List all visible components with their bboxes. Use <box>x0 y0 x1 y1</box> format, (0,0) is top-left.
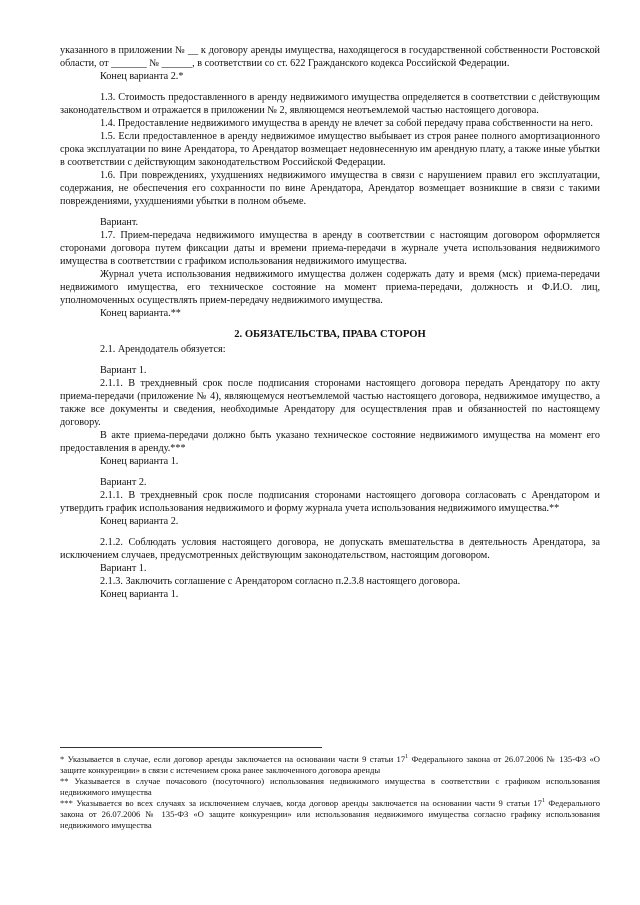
footnote-1-text-b: Федерального закона от 26.07.2006 № 135-ФЗ «О защите конкуренции» в связи с истечением срока ранее заключенного договора аренды <box>60 754 600 775</box>
footnote-3 <box>60 798 600 831</box>
paragraph-1-4: 1.4. Предоставление недвижимого имущества в аренду не влечет за собой передачу права собственности на него. <box>100 118 593 129</box>
variant-label: Вариант. <box>100 217 139 228</box>
variant-2-label: Вариант 2. <box>100 477 147 488</box>
paragraph-intro: указанного в приложении № __ к договору аренды имущества, находящегося в государственной собственности Ростовской области, от _______ № ______, в соответствии со ст. 622 Гражданского кодекса Российской Федерации. <box>60 45 600 69</box>
end-variant-1: Конец варианта 1. <box>100 456 179 467</box>
paragraph-2-1-1-variant-1: 2.1.1. В трехдневный срок после подписания сторонами настоящего договора передать Арендатору по акту приема-передачи (приложение № 4), являющемуся неотъемлемой частью настоящего договора, недвижимое имущество, а также все документы и сведения, необходимые Арендатору для осуществления прав и обязанностей по настоящему договору. <box>60 378 600 428</box>
footnote-divider <box>60 747 322 748</box>
footnote-3-text-b: Федерального закона от 26.07.2006 № 135-ФЗ «О защите конкуренции» или использования недвижимого имущества согласно графику использования недвижимого имущества <box>60 798 600 830</box>
variant-1-label-second: Вариант 1. <box>100 563 147 574</box>
paragraph-1-7: 1.7. Прием-передача недвижимого имущества в аренду в соответствии с настоящим договором оформляется сторонами договора путем фиксации даты и времени приема-передачи в журнале учета использования недвижимого имущества в соответствии с графиком использования недвижимого имущества. <box>60 230 600 267</box>
footnotes <box>60 747 600 831</box>
end-variant-1-second: Конец варианта 1. <box>100 589 179 600</box>
footnote-1 <box>60 754 600 776</box>
end-variant-2: Конец варианта 2. <box>100 516 179 527</box>
variant-1-label: Вариант 1. <box>100 365 147 376</box>
paragraph-1-5: 1.5. Если предоставленное в аренду недвижимое имущество выбывает из строя ранее полного амортизационного срока эксплуатации по вине Арендатора, то Арендатор возмещает недовнесенную им арендную плату, а также иные убытки в соответствии с действующим законодательством Российской Федерации. <box>60 131 600 168</box>
paragraph-journal: Журнал учета использования недвижимого имущества должен содержать дату и время (мск) приема-передачи недвижимого имущества, его техническое состояние на момент приема-передачи, должность и Ф.И.О. лиц, уполномоченных осуществлять прием-передачу недвижимого имущества. <box>60 269 600 306</box>
end-variant-2-star: Конец варианта 2.* <box>100 71 184 82</box>
paragraph-2-1-3: 2.1.3. Заключить соглашение с Арендатором согласно п.2.3.8 настоящего договора. <box>100 576 461 587</box>
footnote-1-text-a: * Указывается в случае, если договор аренды заключается на основании части 9 статьи 17 <box>60 754 406 764</box>
paragraph-2-1: 2.1. Арендодатель обязуется: <box>100 344 226 355</box>
paragraph-act: В акте приема-передачи должно быть указано техническое состояние недвижимого имущества на момент его предоставления в аренду.*** <box>60 430 600 454</box>
section-heading-2: 2. ОБЯЗАТЕЛЬСТВА, ПРАВА СТОРОН <box>234 329 426 340</box>
paragraph-1-6: 1.6. При повреждениях, ухудшениях недвижимого имущества в связи с нарушением правил его эксплуатации, содержания, не обеспечения его сохранности по вине Арендатора, Арендатор возмещает возникшие в связи с такими повреждениями, ухудшениями убытки в полном объеме. <box>60 170 600 207</box>
footnote-2: ** Указывается в случае почасового (посуточного) использования недвижимого имущества в соответствии с графиком использования недвижимого имущества <box>60 776 600 797</box>
paragraph-2-1-1-variant-2: 2.1.1. В трехдневный срок после подписания сторонами настоящего договора согласовать с Арендатором и утвердить график использования недвижимого и форму журнала учета использования недвижимого имущества.** <box>60 490 600 514</box>
end-variant-double-star: Конец варианта.** <box>100 308 181 319</box>
footnote-3-text-a: *** Указывается во всех случаях за исключением случаев, когда договор аренды заключается на основании части 9 статьи 17 <box>60 798 542 808</box>
paragraph-2-1-2: 2.1.2. Соблюдать условия настоящего договора, не допускать вмешательства в деятельность Арендатора, за исключением случаев, предусмотренных действующим законодательством, настоящим договором. <box>60 537 600 561</box>
paragraph-1-3: 1.3. Стоимость предоставленного в аренду недвижимого имущества определяется в соответствии с действующим законодательством и отражается в приложении № 2, являющемся неотъемлемой частью настоящего договора. <box>60 92 600 116</box>
footnote-1-superscript: 1 <box>405 754 409 761</box>
footnote-3-superscript: 1 <box>541 798 545 805</box>
